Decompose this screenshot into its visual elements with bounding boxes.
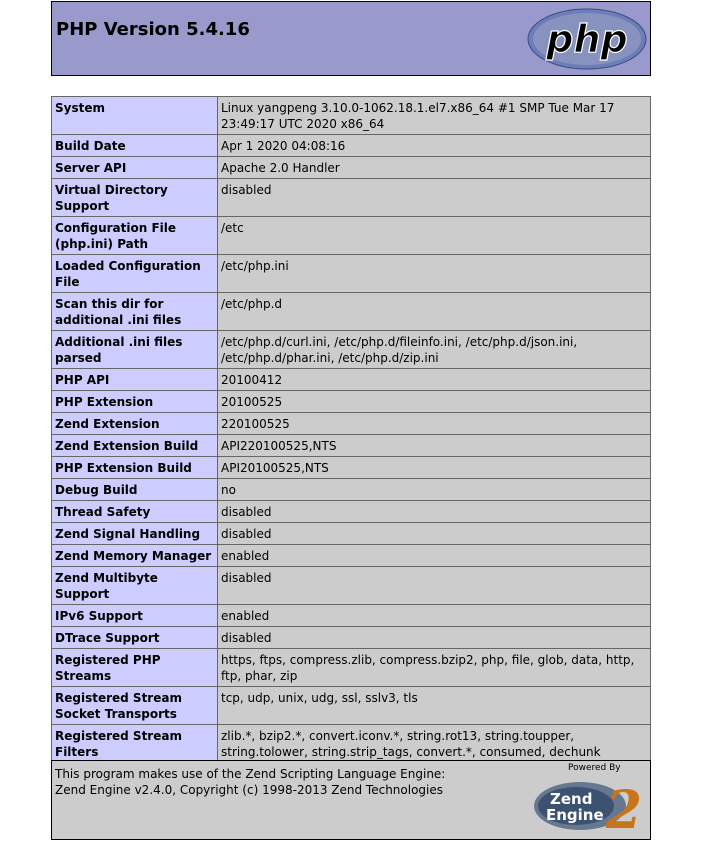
info-row: [52, 605, 651, 627]
info-row: [52, 157, 651, 179]
info-value: /etc/php.d: [218, 293, 651, 331]
page-title: PHP Version 5.4.16: [56, 19, 250, 40]
info-key: Additional .ini files parsed: [52, 331, 218, 369]
info-key: Registered Stream Filters: [52, 725, 218, 763]
info-key: Thread Safety: [52, 501, 218, 523]
php-logo-icon[interactable]: [527, 8, 647, 70]
info-key: Zend Extension: [52, 413, 218, 435]
info-row: [52, 135, 651, 157]
info-row: [52, 545, 651, 567]
info-row: [52, 435, 651, 457]
info-row: [52, 501, 651, 523]
info-key: PHP Extension: [52, 391, 218, 413]
info-value: disabled: [218, 179, 651, 217]
info-key: Build Date: [52, 135, 218, 157]
svg-text:2: 2: [605, 780, 643, 836]
info-value: disabled: [218, 627, 651, 649]
info-key: Zend Extension Build: [52, 435, 218, 457]
info-row: [52, 479, 651, 501]
info-key: Loaded Configuration File: [52, 255, 218, 293]
info-value: Linux yangpeng 3.10.0-1062.18.1.el7.x86_64 #1 SMP Tue Mar 17 23:49:17 UTC 2020 x86_64: [218, 97, 651, 135]
credits-text: [55, 766, 445, 798]
zend-logo-word: Zend: [550, 790, 593, 808]
info-key: PHP Extension Build: [52, 457, 218, 479]
info-value: /etc/php.d/curl.ini, /etc/php.d/fileinfo.ini, /etc/php.d/json.ini, /etc/php.d/phar.ini, /etc/php.d/zip.ini: [218, 331, 651, 369]
info-value: disabled: [218, 501, 651, 523]
info-key: PHP API: [52, 369, 218, 391]
info-value: enabled: [218, 605, 651, 627]
info-value: zlib.*, bzip2.*, convert.iconv.*, string.rot13, string.toupper, string.tolower, string.strip_tags, convert.*, consumed, dechunk: [218, 725, 651, 763]
info-row: [52, 293, 651, 331]
zend-engine-logo-icon[interactable]: [530, 764, 646, 836]
info-value: API20100525,NTS: [218, 457, 651, 479]
info-value: tcp, udp, unix, udg, ssl, sslv3, tls: [218, 687, 651, 725]
credits-line-2: Zend Engine v2.4.0, Copyright (c) 1998-2013 Zend Technologies: [55, 783, 444, 797]
info-key: Server API: [52, 157, 218, 179]
info-row: [52, 179, 651, 217]
info-value: Apr 1 2020 04:08:16: [218, 135, 651, 157]
info-value: disabled: [218, 567, 651, 605]
info-row: [52, 687, 651, 725]
info-key: Registered Stream Socket Transports: [52, 687, 218, 725]
info-key: Virtual Directory Support: [52, 179, 218, 217]
info-value: 220100525: [218, 413, 651, 435]
info-row: [52, 331, 651, 369]
info-row: [52, 649, 651, 687]
php-logo-text: php: [546, 17, 628, 61]
info-row: [52, 725, 651, 763]
info-row: [52, 97, 651, 135]
engine-logo-word: Engine: [546, 806, 604, 824]
info-key: DTrace Support: [52, 627, 218, 649]
info-key: Zend Memory Manager: [52, 545, 218, 567]
info-row: [52, 255, 651, 293]
info-value: /etc/php.ini: [218, 255, 651, 293]
info-key: Debug Build: [52, 479, 218, 501]
info-value: no: [218, 479, 651, 501]
info-row: [52, 413, 651, 435]
info-row: [52, 217, 651, 255]
info-key: IPv6 Support: [52, 605, 218, 627]
info-value: https, ftps, compress.zlib, compress.bzip2, php, file, glob, data, http, ftp, phar, zip: [218, 649, 651, 687]
info-value: /etc: [218, 217, 651, 255]
info-key: System: [52, 97, 218, 135]
info-row: [52, 627, 651, 649]
info-value: enabled: [218, 545, 651, 567]
info-row: [52, 369, 651, 391]
info-key: Configuration File (php.ini) Path: [52, 217, 218, 255]
info-value: Apache 2.0 Handler: [218, 157, 651, 179]
info-value: 20100412: [218, 369, 651, 391]
info-row: [52, 523, 651, 545]
info-row: [52, 391, 651, 413]
info-key: Zend Multibyte Support: [52, 567, 218, 605]
info-key: Registered PHP Streams: [52, 649, 218, 687]
info-row: [52, 567, 651, 605]
info-key: Scan this dir for additional .ini files: [52, 293, 218, 331]
credits-line-1: This program makes use of the Zend Scripting Language Engine:: [55, 767, 446, 781]
info-row: [52, 457, 651, 479]
info-key: Zend Signal Handling: [52, 523, 218, 545]
zend-credits: [51, 760, 651, 840]
info-table: [51, 96, 651, 763]
powered-by-label: Powered By: [568, 763, 621, 773]
info-value: API220100525,NTS: [218, 435, 651, 457]
info-value: 20100525: [218, 391, 651, 413]
php-version-header: [51, 1, 651, 76]
info-value: disabled: [218, 523, 651, 545]
